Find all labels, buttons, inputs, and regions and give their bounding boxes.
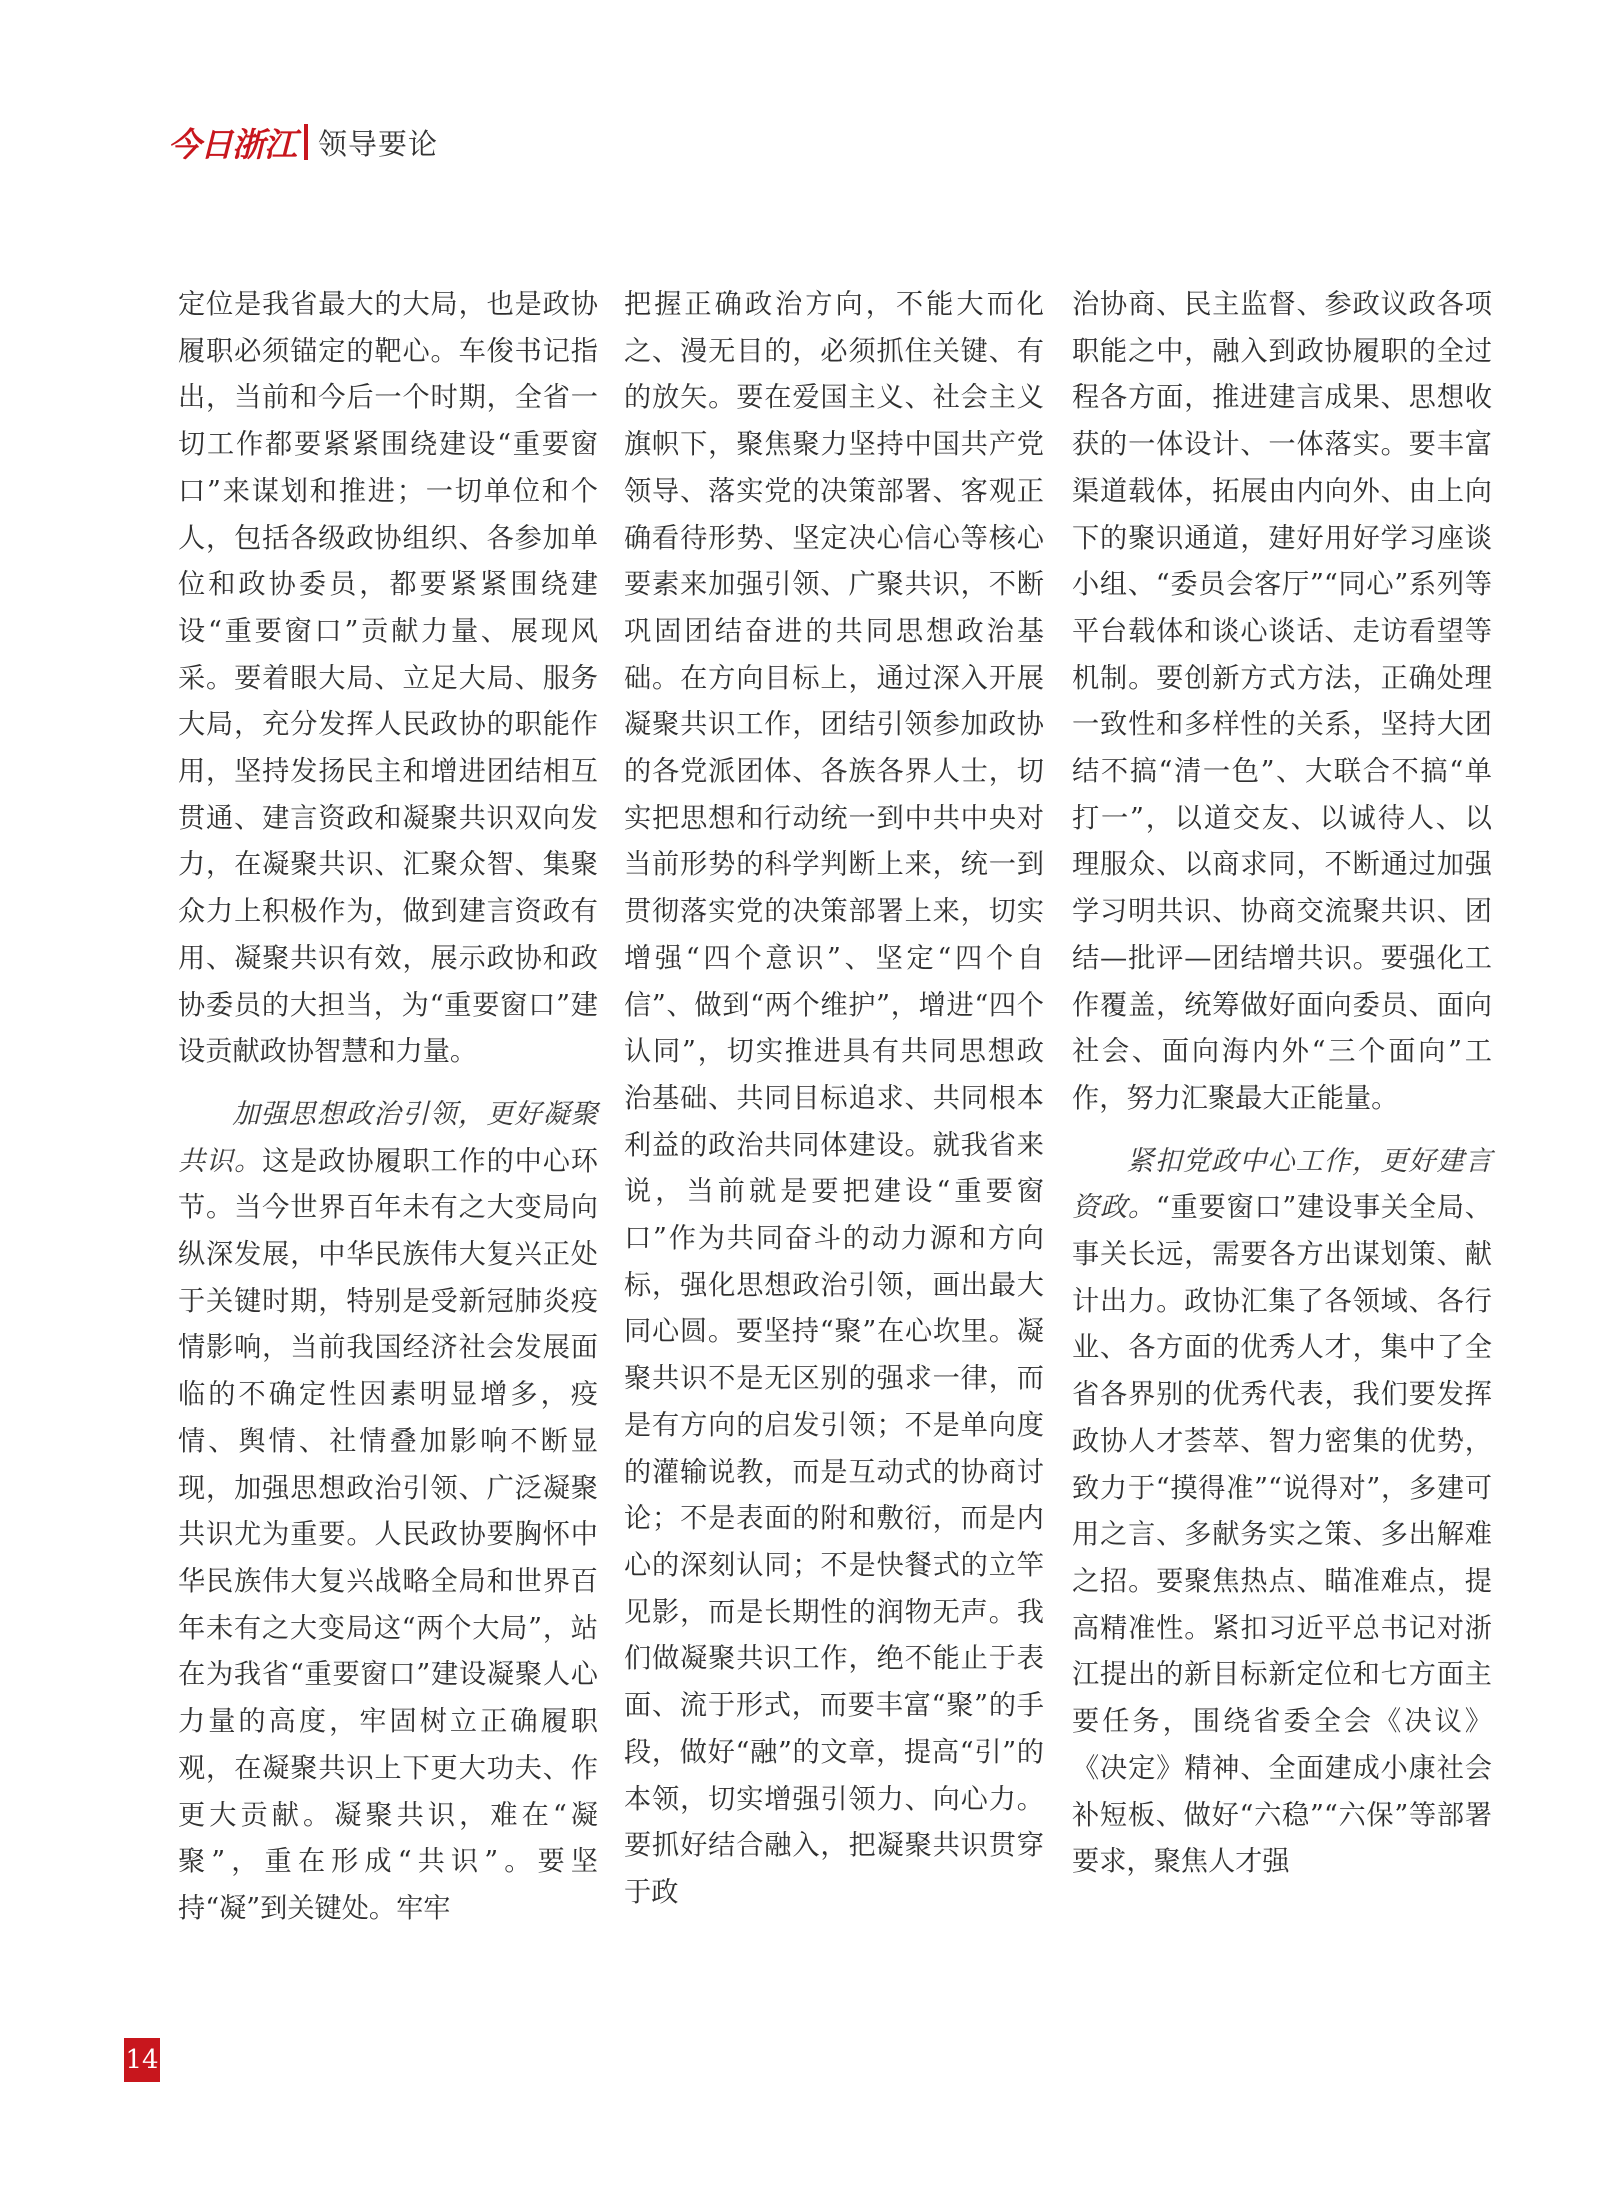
paragraph: 定位是我省最大的大局，也是政协履职必须锚定的靶心。车俊书记指出，当前和今后一个时期，全省一切工作都要紧紧围绕建设“重要窗口”来谋划和推进；一切单位和个人，包括各级政协组织、各参加单位和政协委员，都要紧紧围绕建设“重要窗口”贡献力量、展现风采。要着眼大局、立足大局、服务大局，充分发挥人民政协的职能作用，坚持发扬民主和增进团结相互贯通、建言资政和凝聚共识双向发力，在凝聚共识、汇聚众智、集聚众力上积极作为，做到建言资政有用、凝聚共识有效，展示政协和政协委员的大担当，为“重要窗口”建设贡献政协智慧和力量。 — [178, 289, 598, 1068]
text-column-3 — [1072, 282, 1492, 1886]
section-title: 领导要论 — [318, 126, 439, 161]
page-number: 14 — [124, 2038, 160, 2082]
paragraph-body: 这是政协履职工作的中心环节。当今世界百年未有之大变局向纵深发展，中华民族伟大复兴正处于关键时期，特别是受新冠肺炎疫情影响，当前我国经济社会发展面临的不确定性因素明显增多，疫情、舆情、社情叠加影响不断显现，加强思想政治引领、广泛凝聚共识尤为重要。人民政协要胸怀中华民族伟大复兴战略全局和世界百年未有之大变局这“两个大局”，站在为我省“重要窗口”建设凝聚人心力量的高度，牢固树立正确履职观，在凝聚共识上下更大功夫、作更大贡献。凝聚共识，难在“凝聚”，重在形成“共识”。要坚持“凝”到关键处。牢牢 — [178, 1145, 598, 1924]
paragraph — [1072, 1139, 1492, 1886]
masthead — [168, 118, 438, 166]
paragraph: 把握正确政治方向，不能大而化之、漫无目的，必须抓住关键、有的放矢。要在爱国主义、社会主义旗帜下，聚焦聚力坚持中国共产党领导、落实党的决策部署、客观正确看待形势、坚定决心信心等核心要素来加强引领、广聚共识，不断巩固团结奋进的共同思想政治基础。在方向目标上，通过深入开展凝聚共识工作，团结引领参加政协的各党派团体、各族各界人士，切实把思想和行动统一到中共中央对当前形势的科学判断上来，统一到贯彻落实党的决策部署上来，切实增强“四个意识”、坚定“四个自信”、做到“两个维护”，增进“四个认同”，切实推进具有共同思想政治基础、共同目标追求、共同根本利益的政治共同体建设。就我省来说，当前就是要把建设“重要窗口”作为共同奋斗的动力源和方向标，强化思想政治引领，画出最大同心圆。要坚持“聚”在心坎里。凝聚共识不是无区别的强求一律，而是有方向的启发引领；不是单向度的灌输说教，而是互动式的协商讨论；不是表面的附和敷衍，而是内心的深刻认同；不是快餐式的立竿见影，而是长期性的润物无声。我们做凝聚共识工作，绝不能止于表面、流于形式，而要丰富“聚”的手段，做好“融”的文章，提高“引”的本领，切实增强引领力、向心力。要抓好结合融入，把凝聚共识贯穿于政 — [624, 289, 1044, 1908]
header-divider — [304, 124, 308, 160]
paragraph: 治协商、民主监督、参政议政各项职能之中，融入到政协履职的全过程各方面，推进建言成果、思想收获的一体设计、一体落实。要丰富渠道载体，拓展由内向外、由上向下的聚识通道，建好用好学习座谈小组、“委员会客厅”“同心”系列等平台载体和谈心谈话、走访看望等机制。要创新方式方法，正确处理一致性和多样性的关系，坚持大团结不搞“清一色”、大联合不搞“单打一”，以道交友、以诚待人、以理服众、以商求同，不断通过加强学习明共识、协商交流聚共识、团结—批评—团结增共识。要强化工作覆盖，统筹做好面向委员、面向社会、面向海内外“三个面向”工作，努力汇聚最大正能量。 — [1072, 289, 1492, 1114]
magazine-logo: 今日浙江 — [168, 124, 296, 164]
text-column-1 — [178, 282, 598, 1933]
text-column-2 — [624, 282, 1044, 1917]
paragraph-lead: 紧扣党政中心工作，更好建言资政。 — [1072, 1145, 1492, 1224]
paragraph — [178, 1092, 598, 1933]
paragraph-body: “重要窗口”建设事关全局、事关长远，需要各方出谋划策、献计出力。政协汇集了各领域、各行业、各方面的优秀人才，集中了全省各界别的优秀代表，我们要发挥政协人才荟萃、智力密集的优势，致力于“摸得准”“说得对”，多建可用之言、多献务实之策、多出解难之招。要聚焦热点、瞄准难点，提高精准性。紧扣习近平总书记对浙江提出的新目标新定位和七方面主要任务，围绕省委全会《决议》《决定》精神、全面建成小康社会补短板、做好“六稳”“六保”等部署要求，聚焦人才强 — [1072, 1192, 1492, 1878]
paragraph-lead: 加强思想政治引领，更好凝聚共识。 — [178, 1098, 598, 1177]
